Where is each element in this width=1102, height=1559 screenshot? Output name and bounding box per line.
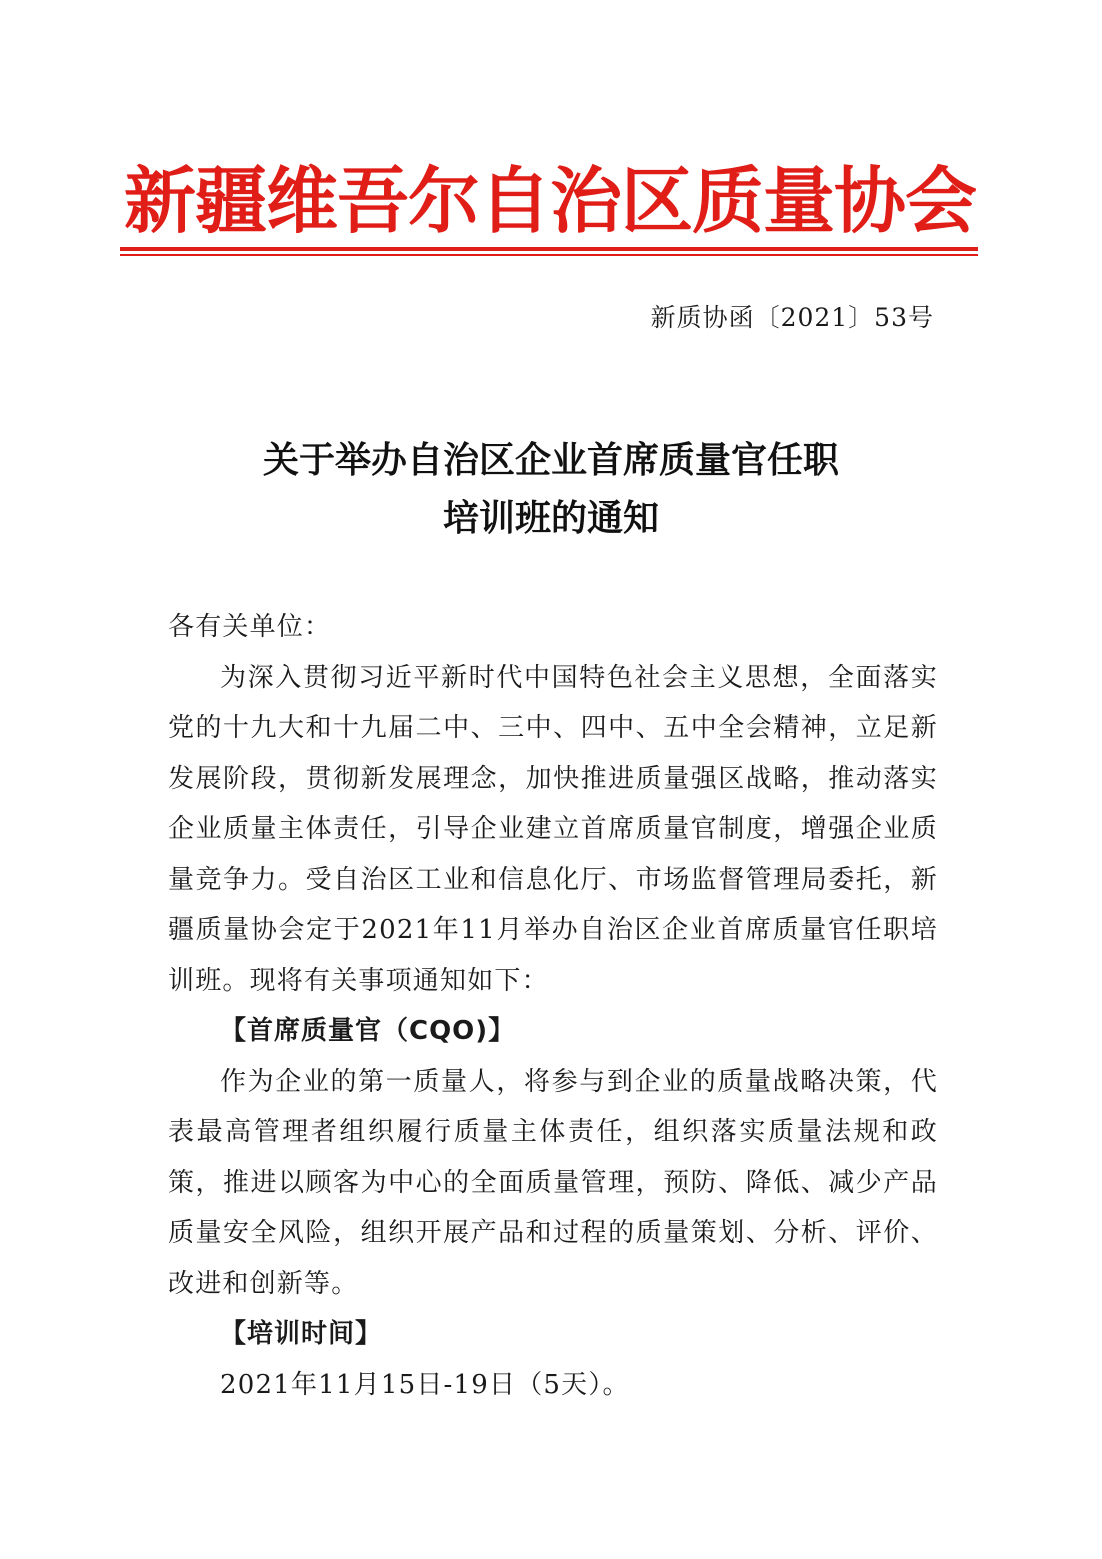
org-masthead: 新疆维吾尔自治区质量协会 — [123, 159, 976, 243]
document-title-line-2: 培训班的通知 — [442, 498, 659, 539]
section-heading-cqo: 【首席质量官（CQO)】 — [220, 1016, 516, 1046]
intro-paragraph: 为深入贯彻习近平新时代中国特色社会主义思想，全面落实党的十九大和十九届二中、三中、四中、五中全会精神，立足新发展阶段，贯彻新发展理念，加快推进质量强区战略，推动落实企业质量主体责任，引导企业建立首席质量官制度，增强企业质量竞争力。受自治区工业和信息化厅、市场监督管理局委托，新疆质量协会定于2021年11月举办自治区企业首席质量官任职培训班。现将有关事项通知如下： — [168, 662, 938, 996]
masthead-rule-thick — [120, 247, 978, 251]
salutation: 各有关单位： — [168, 612, 332, 642]
cqo-paragraph: 作为企业的第一质量人，将参与到企业的质量战略决策，代表最高管理者组织履行质量主体责任，组织落实质量法规和政策，推进以顾客为中心的全面质量管理，预防、降低、减少产品质量安全风险，组织开展产品和过程的质量策划、分析、评价、改进和创新等。 — [168, 1066, 938, 1299]
training-time-paragraph: 2021年11月15日-19日（5天）。 — [220, 1369, 630, 1400]
section-heading-training-time: 【培训时间】 — [220, 1319, 383, 1349]
masthead-rule-thin — [120, 254, 978, 256]
document-title-line-1: 关于举办自治区企业首席质量官任职 — [262, 440, 839, 481]
document-number: 新质协函〔2021〕53号 — [650, 303, 934, 332]
document-body — [168, 602, 938, 1410]
